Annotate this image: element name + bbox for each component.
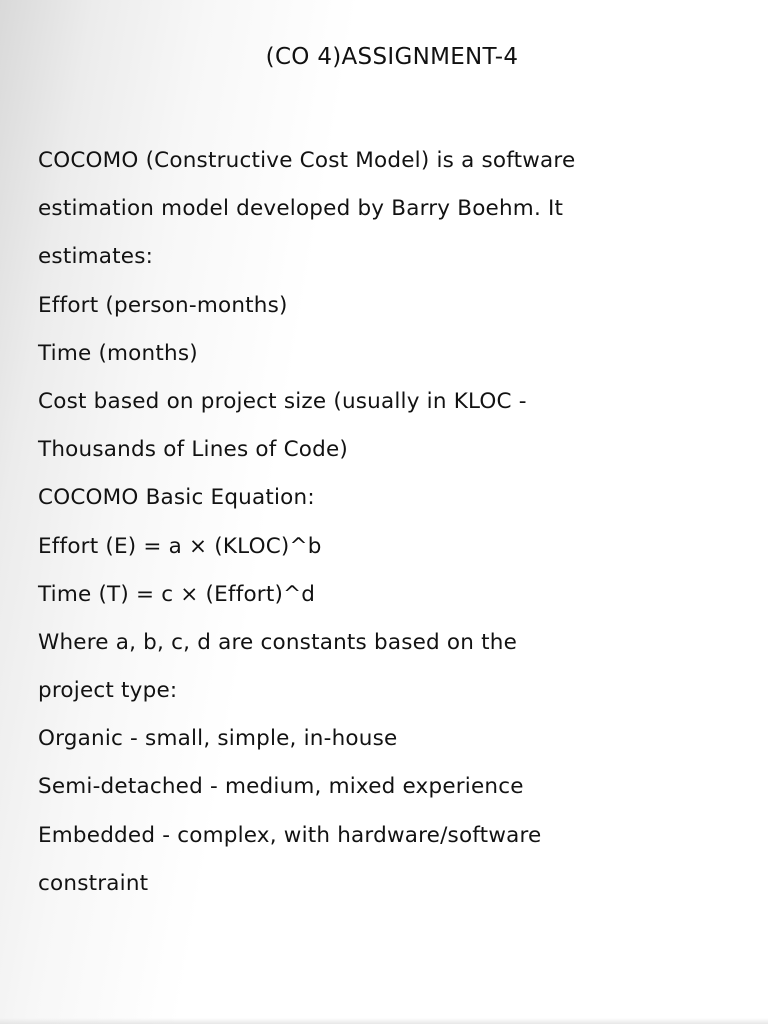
note-line: Embedded - complex, with hardware/software xyxy=(38,822,542,848)
note-line: Where a, b, c, d are constants based on the xyxy=(38,629,518,655)
note-line: Thousands of Lines of Code) xyxy=(38,437,349,463)
note-line: Semi-detached - medium, mixed experience xyxy=(38,774,524,800)
note-line: project type: xyxy=(38,678,178,704)
note-line: Organic - small, simple, in-house xyxy=(38,726,398,752)
note-line: Time (months) xyxy=(38,340,198,366)
note-line: estimation model developed by Barry Boehm. It xyxy=(38,196,564,222)
assignment-title: (CO 4)ASSIGNMENT-4 xyxy=(265,44,519,70)
note-line: COCOMO (Constructive Cost Model) is a software xyxy=(38,148,576,173)
note-line: estimates: xyxy=(38,244,154,270)
note-line: COCOMO Basic Equation: xyxy=(38,485,315,511)
note-line: Time (T) = c × (Effort)^d xyxy=(38,581,316,607)
note-line: Effort (person-months) xyxy=(38,292,288,318)
note-line: constraint xyxy=(38,870,149,896)
notes-body xyxy=(38,137,738,908)
note-line: Cost based on project size (usually in KLOC - xyxy=(38,388,527,414)
note-line: Effort (E) = a × (KLOC)^b xyxy=(38,533,322,559)
